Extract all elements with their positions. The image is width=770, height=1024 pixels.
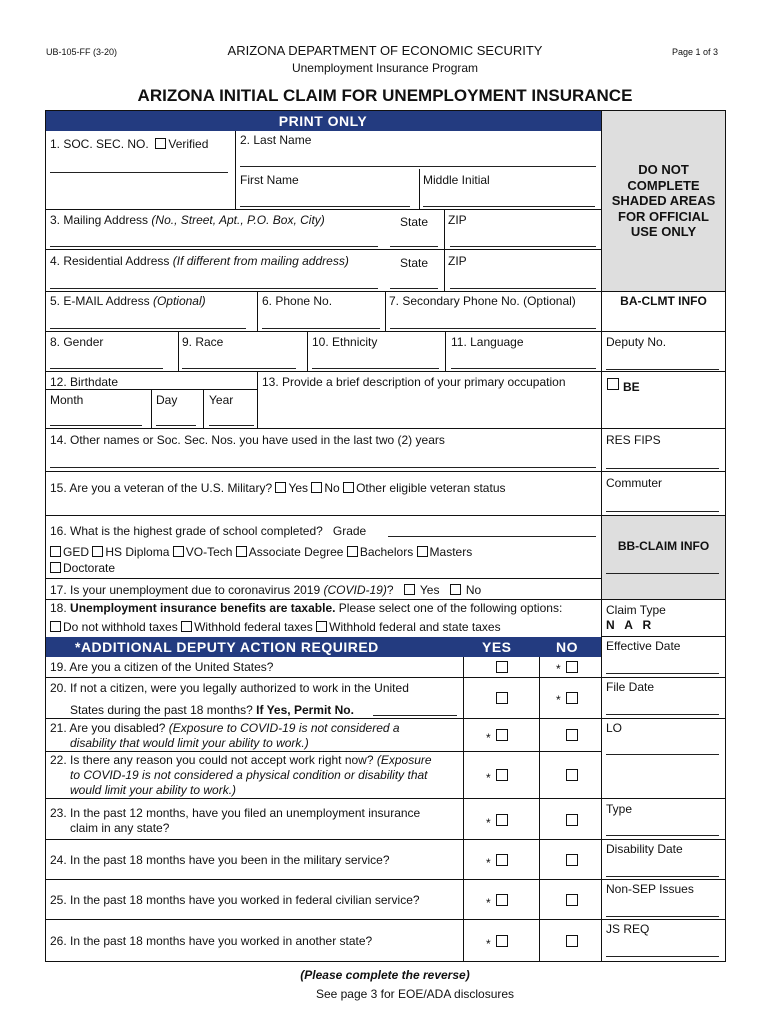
be-label: BE [623,380,640,394]
permit-no-input[interactable] [373,715,457,716]
masters-label: Masters [429,545,473,559]
month-input[interactable] [50,425,142,426]
q22-line3: would limit your ability to work.) [70,783,237,797]
effective-date-label: Effective Date [606,639,681,653]
ba-clmt-info: BA-CLMT INFO [620,294,707,308]
year-label: Year [209,393,234,407]
ssn-input[interactable] [50,172,228,173]
q23-no-checkbox[interactable] [566,814,578,826]
mailing-zip-label: ZIP [448,213,467,227]
q23-yes-checkbox[interactable] [496,814,508,826]
withhold-federal-checkbox[interactable] [181,621,192,632]
q21-yes-star: * [486,731,491,745]
q22-yes-checkbox[interactable] [496,769,508,781]
associate-label: Associate Degree [248,545,344,559]
q25-text: 25. In the past 18 months have you worked in federal civilian service? [50,893,420,907]
ethnicity-label: 10. Ethnicity [312,335,378,349]
middle-initial-label: Middle Initial [423,173,490,187]
veteran-yes-label: Yes [288,481,309,495]
q25-yes-checkbox[interactable] [496,894,508,906]
covid-yes-label: Yes [419,583,440,597]
last-name-label: 2. Last Name [240,133,312,147]
school-grade-row [50,524,366,538]
associate-checkbox[interactable] [236,546,247,557]
mailing-address-input[interactable] [50,246,378,247]
verified-label: Verified [168,137,209,151]
no-withhold-label: Do not withhold taxes [63,620,178,634]
commuter-label: Commuter [606,476,663,490]
q22-text: 22. Is there any reason you could not accept work right now? [50,753,374,767]
type-label: Type [606,802,633,816]
residential-state-input[interactable] [390,288,438,289]
covid-no-checkbox[interactable] [450,584,461,595]
language-input[interactable] [451,368,596,369]
eoe-ada-note: See page 3 for EOE/ADA disclosures [315,987,515,1001]
deputy-heading: *ADDITIONAL DEPUTY ACTION REQUIRED [75,639,379,655]
q20-line1: 20. If not a citizen, were you legally authorized to work in the United [50,681,409,695]
other-names-label: 14. Other names or Soc. Sec. Nos. you have used in the last two (2) years [50,433,445,447]
withhold-federal-label: Withhold federal taxes [194,620,313,634]
page-title: ARIZONA INITIAL CLAIM FOR UNEMPLOYMENT INSURANCE [137,86,633,105]
q21-no-checkbox[interactable] [566,729,578,741]
official-shade-bb [602,515,725,599]
mailing-zip-input[interactable] [450,246,596,247]
tax-bold: Unemployment insurance benefits are taxable. [70,601,336,615]
residential-state-label: State [400,256,429,270]
tax-instruction: Please select one of the following options: [338,601,563,615]
print-only-banner [45,111,601,131]
q21-text: 21. Are you disabled? [50,721,166,735]
ged-label: GED [63,545,90,559]
q26-text: 26. In the past 18 months have you worked in another state? [50,934,373,948]
q22-no-checkbox[interactable] [566,769,578,781]
gender-input[interactable] [50,368,163,369]
program-name: Unemployment Insurance Program [291,61,479,75]
veteran-no-label: No [324,481,340,495]
res-fips-label: RES FIPS [606,433,661,447]
bb-claim-info: BB-CLAIM INFO [617,539,710,553]
q21-yes-checkbox[interactable] [496,729,508,741]
verified-checkbox[interactable] [155,138,166,149]
ssn-label [50,137,208,151]
be-checkbox[interactable] [607,378,619,390]
claim-type-options: N A R [606,618,652,632]
email-input[interactable] [50,328,246,329]
year-input[interactable] [209,425,254,426]
secondary-phone-label: 7. Secondary Phone No. (Optional) [389,294,576,308]
covid-yes-checkbox[interactable] [404,584,415,595]
form-id: UB-105-FF (3-20) [46,47,118,57]
other-names-input[interactable] [50,467,596,468]
first-name-label: First Name [240,173,299,187]
first-name-input[interactable] [240,206,410,207]
secondary-phone-input[interactable] [390,328,596,329]
vo-tech-label: VO-Tech [185,545,233,559]
day-input[interactable] [156,425,196,426]
hs-diploma-checkbox[interactable] [92,546,103,557]
birthdate-label: 12. Birthdate [50,375,119,389]
mailing-state-label: State [400,215,429,229]
gender-label: 8. Gender [50,335,104,349]
q21-note1: (Exposure to COVID-19 is not considered a [168,721,400,735]
residential-address-input[interactable] [50,288,378,289]
bachelors-checkbox[interactable] [347,546,358,557]
school-grade-label: 16. What is the highest grade of school completed? [50,524,323,538]
q23-line1: 23. In the past 12 months, have you filed an unemployment insurance [50,806,421,820]
covid-label: 17. Is your unemployment due to coronavirus 2019 [50,583,321,597]
mailing-state-input[interactable] [390,246,438,247]
agency-name: ARIZONA DEPARTMENT OF ECONOMIC SECURITY [227,43,543,58]
q26-yes-checkbox[interactable] [496,935,508,947]
q19-no-checkbox[interactable] [566,661,578,673]
q26-no-checkbox[interactable] [566,935,578,947]
residential-address-note: (If different from mailing address) [172,254,349,268]
residential-zip-input[interactable] [450,288,596,289]
covid-no-label: No [465,583,482,597]
residential-address-text: 4. Residential Address [50,254,170,268]
doctorate-checkbox[interactable] [50,562,61,573]
page-number: Page 1 of 3 [672,47,719,57]
month-label: Month [50,393,84,407]
ethnicity-input[interactable] [312,368,439,369]
claim-type-label: Claim Type [606,603,666,617]
print-only-text: PRINT ONLY [278,113,368,129]
doctorate-option [50,561,115,575]
q20-text: States during the past 18 months? [70,703,253,717]
q26-yes-star: * [486,937,491,951]
lo-label: LO [606,721,623,735]
q25-yes-star: * [486,896,491,910]
q21-line2: disability that would limit your ability to work.) [70,736,309,750]
q24-yes-star: * [486,856,491,870]
q22-line2: to COVID-19 is not considered a physical condition or disability that [70,768,428,782]
residential-zip-label: ZIP [448,254,467,268]
veteran-label: 15. Are you a veteran of the U.S. Military? [50,481,273,495]
q21-line1 [50,721,400,735]
tax-number: 18. [50,601,67,615]
education-options [50,545,472,559]
masters-checkbox[interactable] [417,546,428,557]
veteran-row [50,481,506,495]
q24-yes-checkbox[interactable] [496,854,508,866]
q19-text: 19. Are you a citizen of the United States? [50,660,274,674]
mailing-address-note: (No., Street, Apt., P.O. Box, City) [151,213,325,227]
js-req-label: JS REQ [606,922,650,936]
non-sep-label: Non-SEP Issues [606,882,694,896]
email-label-text: 5. E-MAIL Address [50,294,150,308]
residential-address-label [50,254,349,268]
race-label: 9. Race [182,335,224,349]
occupation-label: 13. Provide a brief description of your primary occupation [262,375,566,389]
bachelors-label: Bachelors [359,545,414,559]
grade-input[interactable] [388,536,596,537]
q24-text: 24. In the past 18 months have you been in the military service? [50,853,390,867]
file-date-label: File Date [606,680,655,694]
covid-term: (COVID-19) [323,583,387,597]
ged-checkbox[interactable] [50,546,61,557]
middle-initial-input[interactable] [423,206,595,207]
covid-row [50,583,481,597]
email-note: (Optional) [152,294,206,308]
q20-no-star: * [556,693,561,707]
official-use-notice: DO NOT COMPLETE SHADED AREAS FOR OFFICIAL USE ONLY [611,162,716,239]
q20-yes-checkbox[interactable] [496,692,508,704]
veteran-other-label: Other eligible veteran status [356,481,506,495]
q23-yes-star: * [486,816,491,830]
complete-reverse-note: (Please complete the reverse) [300,968,470,982]
covid-q: ? [386,583,394,597]
veteran-no-checkbox[interactable] [311,482,322,493]
veteran-yes-checkbox[interactable] [275,482,286,493]
q25-no-checkbox[interactable] [566,894,578,906]
q19-no-star: * [556,662,561,676]
withhold-both-label: Withhold federal and state taxes [329,620,501,634]
q24-no-checkbox[interactable] [566,854,578,866]
phone-input[interactable] [262,328,380,329]
language-label: 11. Language [451,335,524,349]
vo-tech-checkbox[interactable] [173,546,184,557]
no-withhold-checkbox[interactable] [50,621,61,632]
deputy-yes-header: YES [482,639,512,655]
doctorate-label: Doctorate [63,561,116,575]
veteran-other-checkbox[interactable] [343,482,354,493]
mailing-address-text: 3. Mailing Address [50,213,149,227]
disability-date-label: Disability Date [606,842,683,856]
q22-line1 [50,753,432,767]
q22-yes-star: * [486,771,491,785]
email-label [50,294,206,308]
mailing-address-label [50,213,325,227]
q23-line2: claim in any state? [70,821,170,835]
q22-note1: (Exposure [376,753,432,767]
grade-label: Grade [332,524,367,538]
phone-label: 6. Phone No. [262,294,333,308]
deputy-banner [45,637,601,657]
deputy-no-label: Deputy No. [606,335,667,349]
last-name-input[interactable] [240,166,596,167]
ssn-label-text: 1. SOC. SEC. NO. [50,137,149,151]
race-input[interactable] [182,368,296,369]
tax-options [50,620,501,634]
tax-row [50,601,562,615]
deputy-no-header: NO [556,639,578,655]
withhold-both-checkbox[interactable] [316,621,327,632]
q19-yes-checkbox[interactable] [496,661,508,673]
q20-permit: If Yes, Permit No. [256,703,354,717]
q20-no-checkbox[interactable] [566,692,578,704]
hs-diploma-label: HS Diploma [105,545,170,559]
q20-line2 [70,703,354,717]
day-label: Day [156,393,178,407]
